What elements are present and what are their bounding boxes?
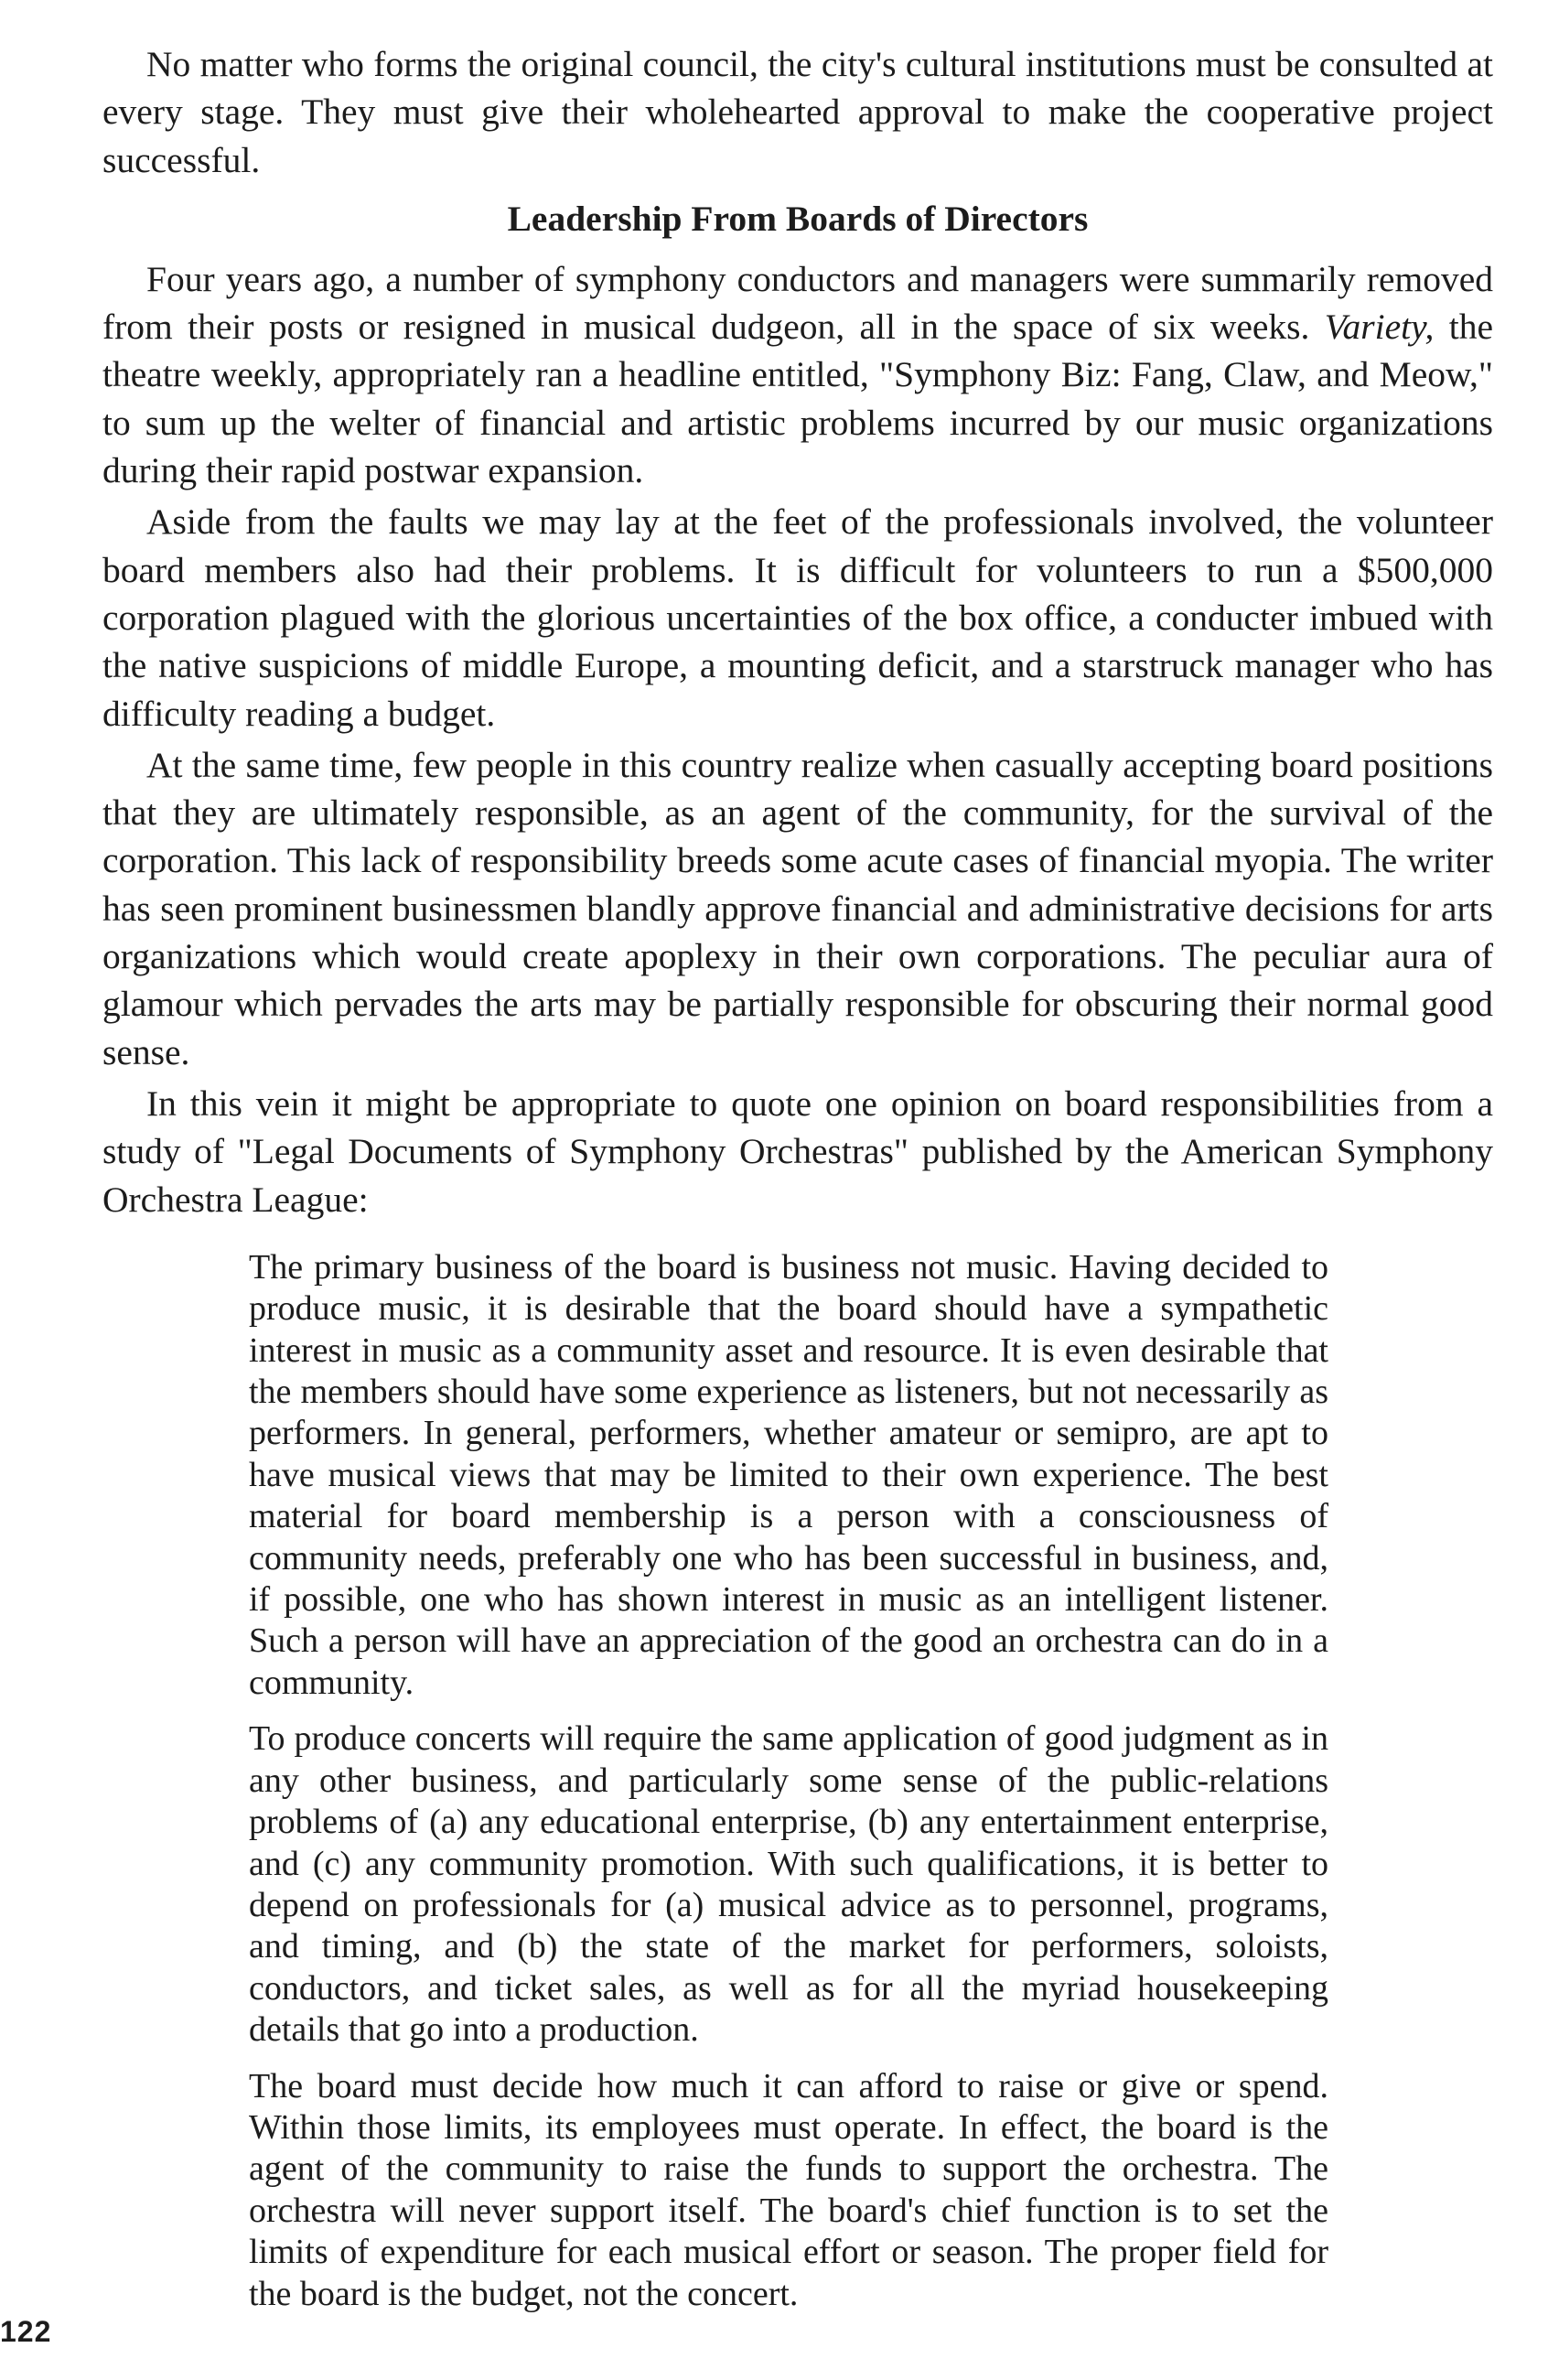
- paragraph-council: No matter who forms the original council, the city's cultural institutions must be consulted at every stage. They must give their wholehearted approval to make the cooperative project successful.: [102, 44, 1493, 180]
- quote-paragraph-business: The primary business of the board is business not music. Having decided to produce music, it is desirable that the board should have a sympathetic interest in music as a community asset and resource. It is even desirable that the members should have some experience as listeners, but not necessarily as performers. In general, performers, whether amateur or semipro, are apt to have musical views that may be limited to their own experience. The best material for board membership is a person with a consciousness of community needs, preferably one who has been successful in business, and, if possible, one who has shown interest in music as an intelligent listener. Such a person will have an appreciation of the good an orchestra can do in a community.: [249, 1247, 1328, 1702]
- block-quote: [102, 1247, 1328, 2315]
- paragraph-variety: [102, 255, 1493, 494]
- paragraph-volunteers: Aside from the faults we may lay at the feet of the professionals involved, the volunteer board members also had their problems. It is difficult for volunteers to run a $500,000 corporation plagued with the glorious uncertainties of the box office, a conducter imbued with the native suspicions of middle Europe, a mounting deficit, and a starstruck manager who has difficulty reading a budget.: [102, 501, 1493, 734]
- paragraph-variety-before: Four years ago, a number of symphony conductors and managers were summarily removed from their posts or resigned in musical dudgeon, all in the space of six weeks.: [102, 258, 1493, 348]
- quote-paragraph-concerts: To produce concerts will require the same application of good judgment as in any other business, and particularly some sense of the public-relations problems of (a) any educational enterprise, (b) any entertainment enterprise, and (c) any community promotion. With such qualifications, it is better to depend on professionals for (a) musical advice as to personnel, programs, and timing, and (b) the state of the market for performers, soloists, conductors, and ticket sales, as well as for all the myriad housekeeping details that go into a production.: [249, 1719, 1328, 2050]
- publication-title-variety: Variety,: [1324, 307, 1435, 348]
- section-heading: Leadership From Boards of Directors: [507, 198, 1089, 239]
- page-number: 122: [0, 2315, 52, 2348]
- quote-paragraph-budget: The board must decide how much it can afford to raise or give or spend. Within those limits, its employees must operate. In effect, the board is the agent of the community to raise the funds to support the orchestra. The orchestra will never support itself. The board's chief function is to set the limits of expenditure for each musical effort or season. The proper field for the board is the budget, not the concert.: [249, 2066, 1328, 2313]
- document-page: [102, 40, 1493, 2330]
- paragraph-variety-after: the theatre weekly, appropriately ran a headline entitled, "Symphony Biz: Fang, Claw, and Meow," to sum up the welter of financial and artistic problems incurred by our music organizations during their rapid postwar expansion.: [102, 307, 1493, 491]
- paragraph-quote-intro: In this vein it might be appropriate to quote one opinion on board responsibilities from a study of "Legal Documents of Symphony Orchestras" published by the American Symphony Orchestra League:: [102, 1082, 1493, 1220]
- paragraph-responsibility: At the same time, few people in this country realize when casually accepting board positions that they are ultimately responsible, as an agent of the community, for the survival of the corporation. This lack of responsibility breeds some acute cases of financial myopia. The writer has seen prominent businessmen blandly approve financial and administrative decisions for arts organizations which would create apoplexy in their own corporations. The peculiar aura of glamour which pervades the arts may be partially responsible for obscuring their normal good sense.: [102, 744, 1493, 1072]
